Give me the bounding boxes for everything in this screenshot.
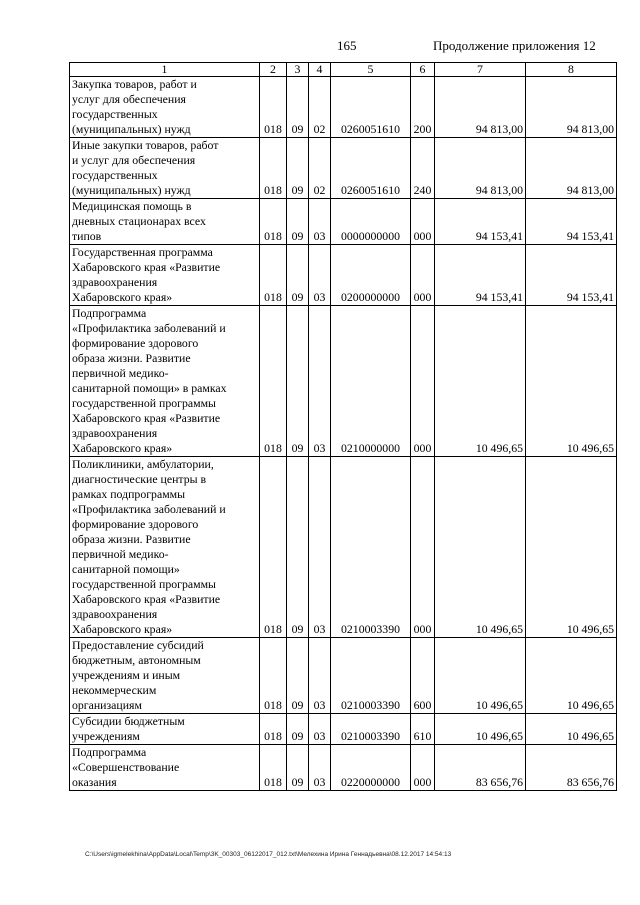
amount-cell: 94 813,00 <box>435 77 526 138</box>
description-line: Закупка товаров, работ и <box>72 77 197 91</box>
admin-code-cell: 018 <box>260 77 287 138</box>
table-row <box>70 199 617 245</box>
page-number: 165 <box>337 38 357 53</box>
section-cell: 09 <box>287 638 309 714</box>
expense-type-cell: 000 <box>411 306 435 457</box>
column-header-1: 1 <box>70 63 260 77</box>
amount-cell: 10 496,65 <box>526 714 617 745</box>
target-article-cell: 0210003390 <box>331 638 411 714</box>
admin-code-cell: 018 <box>260 457 287 638</box>
description-cell <box>70 638 260 714</box>
description-line: здравоохранения <box>72 275 158 289</box>
description-cell <box>70 199 260 245</box>
amount-cell: 10 496,65 <box>435 638 526 714</box>
amount-cell: 10 496,65 <box>526 306 617 457</box>
description-line: типов <box>72 229 102 243</box>
amount-cell: 83 656,76 <box>526 745 617 791</box>
description-line: первичной медико- <box>72 547 169 561</box>
admin-code-cell: 018 <box>260 245 287 306</box>
file-path-footer: C:\Users\igmelekhina\AppData\Local\Temp\3K_00303_06122017_012.txt\Мелехина Ирина Геннадьевна\08.12.2017 14:54:13 <box>85 851 452 858</box>
section-cell: 09 <box>287 745 309 791</box>
target-article-cell: 0260051610 <box>331 138 411 199</box>
description-line: формирование здорового <box>72 517 199 531</box>
description-line: услуг для обеспечения <box>72 92 186 106</box>
description-line: дневных стационарах всех <box>72 214 206 228</box>
description-line: учреждениям и иным <box>72 668 181 682</box>
description-line: «Профилактика заболеваний и <box>72 321 226 335</box>
description-cell <box>70 745 260 791</box>
description-line: «Профилактика заболеваний и <box>72 502 226 516</box>
target-article-cell: 0210003390 <box>331 714 411 745</box>
description-line: оказания <box>72 775 117 789</box>
subsection-cell: 03 <box>309 638 331 714</box>
amount-cell: 10 496,65 <box>435 714 526 745</box>
description-line: санитарной помощи» в рамках <box>72 381 227 395</box>
expense-type-cell: 000 <box>411 745 435 791</box>
description-line: здравоохранения <box>72 426 158 440</box>
section-cell: 09 <box>287 306 309 457</box>
expense-type-cell: 600 <box>411 638 435 714</box>
admin-code-cell: 018 <box>260 138 287 199</box>
description-line: Хабаровского края «Развитие <box>72 411 221 425</box>
header-row <box>70 63 617 77</box>
subsection-cell: 03 <box>309 745 331 791</box>
admin-code-cell: 018 <box>260 199 287 245</box>
target-article-cell: 0220000000 <box>331 745 411 791</box>
subsection-cell: 02 <box>309 138 331 199</box>
description-line: некоммерческим <box>72 683 157 697</box>
description-line: образа жизни. Развитие <box>72 351 191 365</box>
expense-type-cell: 000 <box>411 199 435 245</box>
description-line: Хабаровского края» <box>72 290 173 304</box>
description-line: Хабаровского края «Развитие <box>72 592 221 606</box>
table-row <box>70 306 617 457</box>
expense-type-cell: 240 <box>411 138 435 199</box>
description-line: Поликлиники, амбулатории, <box>72 457 214 471</box>
description-line: государственных <box>72 168 158 182</box>
description-line: Субсидии бюджетным <box>72 714 185 728</box>
description-line: рамках подпрограммы <box>72 487 186 501</box>
description-line: Предоставление субсидий <box>72 638 204 652</box>
section-cell: 09 <box>287 245 309 306</box>
description-line: бюджетным, автономным <box>72 653 201 667</box>
description-line: Хабаровского края» <box>72 622 173 636</box>
section-cell: 09 <box>287 77 309 138</box>
expense-type-cell: 000 <box>411 457 435 638</box>
target-article-cell: 0210003390 <box>331 457 411 638</box>
table-row <box>70 245 617 306</box>
description-line: Хабаровского края» <box>72 441 173 455</box>
admin-code-cell: 018 <box>260 306 287 457</box>
description-line: Подпрограмма <box>72 306 147 320</box>
description-line: учреждениям <box>72 729 140 743</box>
amount-cell: 10 496,65 <box>435 306 526 457</box>
table-body <box>70 77 617 791</box>
column-header-2: 2 <box>260 63 287 77</box>
description-line: и услуг для обеспечения <box>72 153 196 167</box>
description-line: организациям <box>72 698 142 712</box>
amount-cell: 94 153,41 <box>435 245 526 306</box>
description-line: первичной медико- <box>72 366 169 380</box>
target-article-cell: 0200000000 <box>331 245 411 306</box>
subsection-cell: 03 <box>309 714 331 745</box>
column-header-4: 4 <box>309 63 331 77</box>
table-row <box>70 77 617 138</box>
amount-cell: 83 656,76 <box>435 745 526 791</box>
column-header-3: 3 <box>287 63 309 77</box>
description-line: «Совершенствование <box>72 760 180 774</box>
amount-cell: 10 496,65 <box>526 638 617 714</box>
description-line: Иные закупки товаров, работ <box>72 138 219 152</box>
description-cell <box>70 77 260 138</box>
target-article-cell: 0260051610 <box>331 77 411 138</box>
description-cell <box>70 457 260 638</box>
description-line: государственных <box>72 107 158 121</box>
target-article-cell: 0000000000 <box>331 199 411 245</box>
section-cell: 09 <box>287 138 309 199</box>
expense-type-cell: 200 <box>411 77 435 138</box>
amount-cell: 94 813,00 <box>526 138 617 199</box>
amount-cell: 10 496,65 <box>435 457 526 638</box>
column-header-6: 6 <box>411 63 435 77</box>
description-line: санитарной помощи» <box>72 562 180 576</box>
subsection-cell: 03 <box>309 245 331 306</box>
admin-code-cell: 018 <box>260 638 287 714</box>
description-cell <box>70 714 260 745</box>
column-header-8: 8 <box>526 63 617 77</box>
description-line: Медицинская помощь в <box>72 199 192 213</box>
table-row <box>70 714 617 745</box>
description-line: государственной программы <box>72 577 216 591</box>
table-row <box>70 138 617 199</box>
subsection-cell: 02 <box>309 77 331 138</box>
admin-code-cell: 018 <box>260 745 287 791</box>
amount-cell: 94 813,00 <box>526 77 617 138</box>
description-line: Государственная программа <box>72 245 213 259</box>
amount-cell: 94 153,41 <box>526 199 617 245</box>
description-line: формирование здорового <box>72 336 199 350</box>
subsection-cell: 03 <box>309 199 331 245</box>
description-line: Подпрограмма <box>72 745 147 759</box>
amount-cell: 94 153,41 <box>435 199 526 245</box>
continuation-title: Продолжение приложения 12 <box>433 38 596 53</box>
column-header-5: 5 <box>331 63 411 77</box>
table-row <box>70 638 617 714</box>
subsection-cell: 03 <box>309 457 331 638</box>
admin-code-cell: 018 <box>260 714 287 745</box>
table-row <box>70 457 617 638</box>
description-line: Хабаровского края «Развитие <box>72 260 221 274</box>
expense-type-cell: 610 <box>411 714 435 745</box>
table-row <box>70 745 617 791</box>
expense-type-cell: 000 <box>411 245 435 306</box>
description-line: государственной программы <box>72 396 216 410</box>
target-article-cell: 0210000000 <box>331 306 411 457</box>
description-line: (муниципальных) нужд <box>72 183 191 197</box>
amount-cell: 94 813,00 <box>435 138 526 199</box>
description-line: диагностические центры в <box>72 472 207 486</box>
amount-cell: 94 153,41 <box>526 245 617 306</box>
description-line: (муниципальных) нужд <box>72 122 191 136</box>
description-line: образа жизни. Развитие <box>72 532 191 546</box>
description-cell <box>70 306 260 457</box>
subsection-cell: 03 <box>309 306 331 457</box>
description-cell <box>70 245 260 306</box>
budget-table <box>69 62 617 791</box>
section-cell: 09 <box>287 457 309 638</box>
section-cell: 09 <box>287 199 309 245</box>
column-header-7: 7 <box>435 63 526 77</box>
description-line: здравоохранения <box>72 607 158 621</box>
description-cell <box>70 138 260 199</box>
amount-cell: 10 496,65 <box>526 457 617 638</box>
section-cell: 09 <box>287 714 309 745</box>
